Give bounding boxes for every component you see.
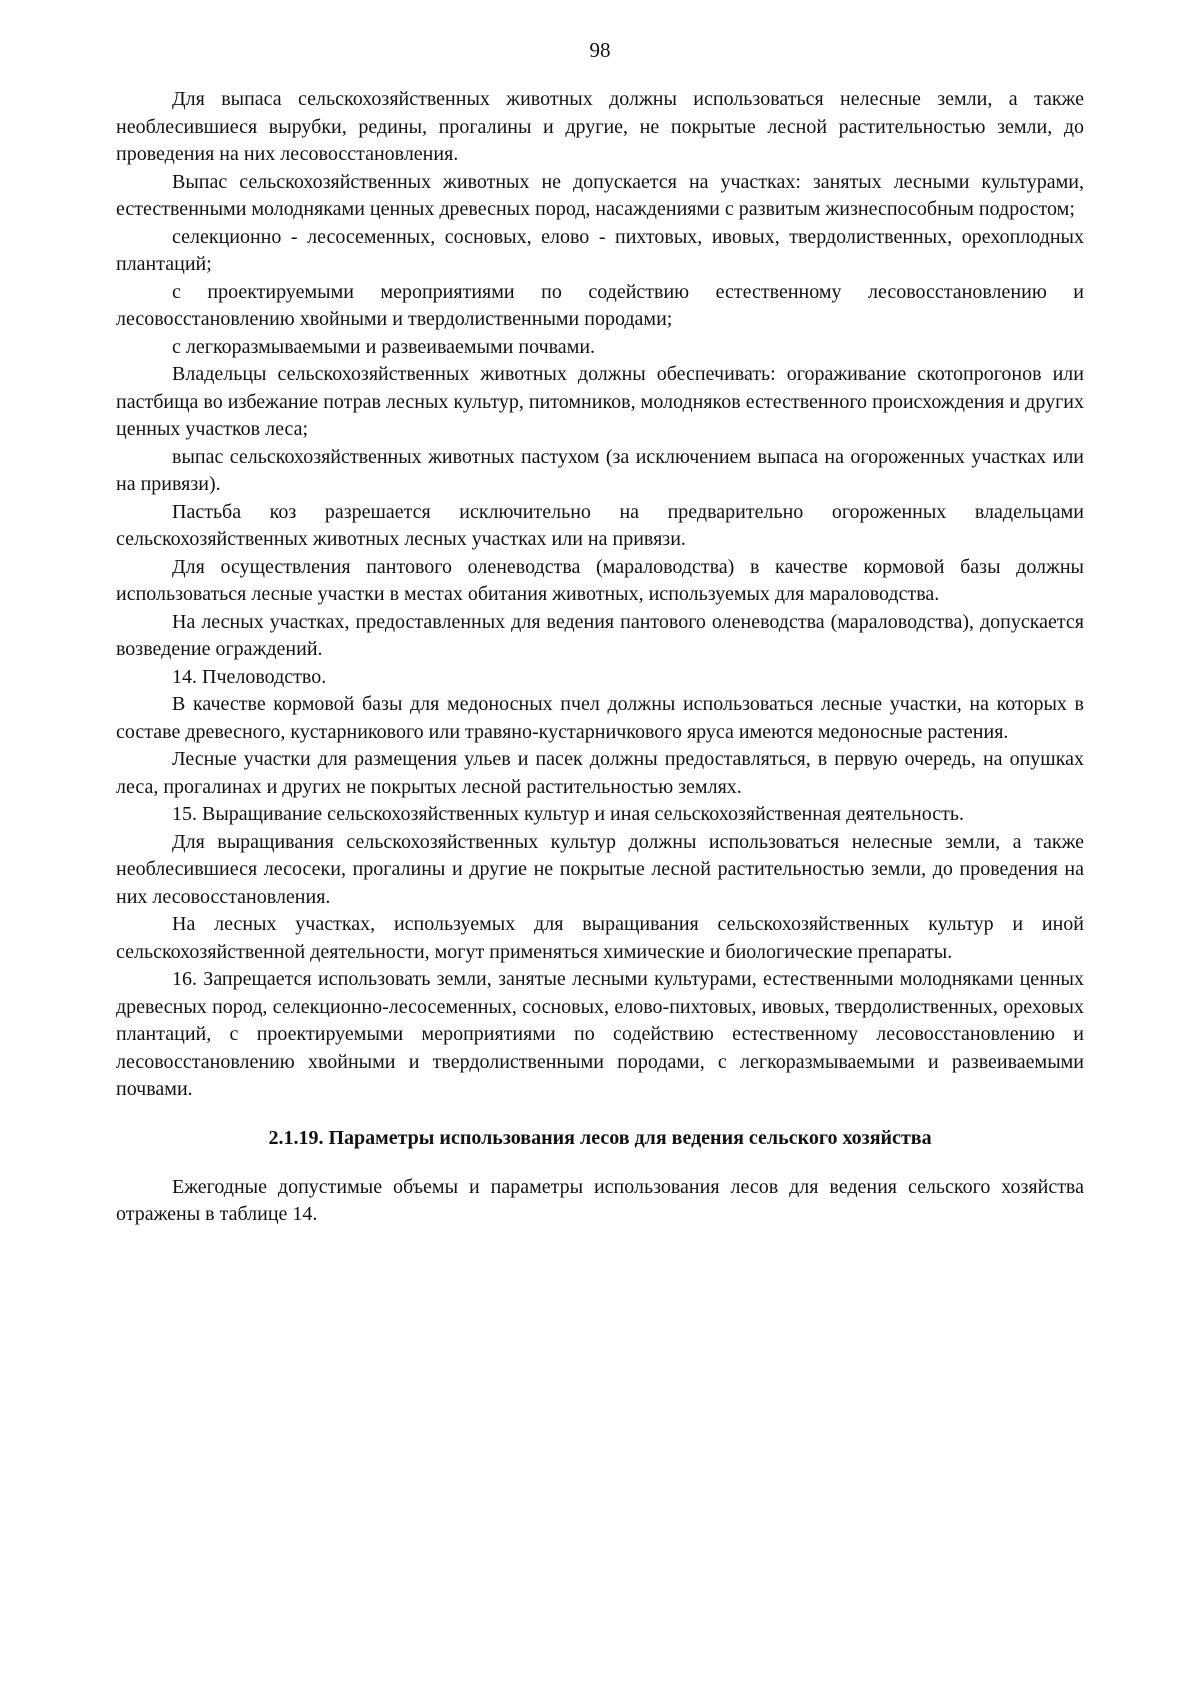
- paragraph-grazing-prohibited: Выпас сельскохозяйственных животных не допускается на участках: занятых лесными культурами, естественными молодняками ценных древесных пород, насаждениями с развитым жизнеспособным подростом;: [116, 170, 1084, 220]
- paragraph-plantations: селекционно - лесосеменных, сосновых, елово - пихтовых, ивовых, твердолиственных, орехоплодных плантаций;: [116, 225, 1084, 275]
- paragraph-owners-obligations: Владельцы сельскохозяйственных животных должны обеспечивать: огораживание скотопрогонов или пастбища во избежание потрав лесных культур, питомников, молодняков естественного происхождения и других ценных участков леса;: [116, 363, 1084, 440]
- paragraph-beekeeping-title: 14. Пчеловодство.: [172, 665, 327, 688]
- paragraph-shepherd-grazing: выпас сельскохозяйственных животных пастухом (за исключением выпаса на огороженных участках или на привязи).: [116, 445, 1084, 495]
- paragraph-annual-volumes: Ежегодные допустимые объемы и параметры использования лесов для ведения сельского хозяйства отражены в таблице 14.: [116, 1175, 1084, 1225]
- page-body: [116, 86, 1084, 1229]
- paragraph-bee-forage: В качестве кормовой базы для медоносных пчел должны использоваться лесные участки, на которых в составе древесного, кустарникового или травяно-кустарничкового яруса имеются медоносные растения.: [116, 693, 1084, 743]
- paragraph-chemicals: На лесных участках, используемых для выращивания сельскохозяйственных культур и иной сельскохозяйственной деятельности, могут применяться химические и биологические препараты.: [116, 913, 1084, 963]
- section-heading: 2.1.19. Параметры использования лесов для ведения сельского хозяйства: [268, 1126, 932, 1149]
- paragraph-prohibited-lands: 16. Запрещается использовать земли, занятые лесными культурами, естественными молодняками ценных древесных пород, селекционно-лесосеменных, сосновых, елово-пихтовых, ивовых, твердолиственных, ореховых плантаций, с проектируемыми мероприятиями по содействию естественному лесовосстановлению и лесовосстановлению хвойными и твердолиственными породами, с легкоразмываемыми и развеиваемыми почвами.: [116, 968, 1084, 1100]
- paragraph-crop-lands: Для выращивания сельскохозяйственных культур должны использоваться нелесные земли, а также необлесившиеся лесосеки, прогалины и другие не покрытые лесной растительностью земли, до проведения на них лесовосстановления.: [116, 830, 1084, 908]
- paragraph-erodible-soils: с легкоразмываемыми и развеиваемыми почвами.: [172, 335, 596, 358]
- paragraph-apiary-sites: Лесные участки для размещения ульев и пасек должны предоставляться, в первую очередь, на опушках леса, прогалинах и других не покрытых лесной растительностью землях.: [116, 748, 1084, 798]
- paragraph-reforestation-measures: с проектируемыми мероприятиями по содействию естественному лесовосстановлению и лесовосстановлению хвойными и твердолиственными породами;: [116, 280, 1084, 330]
- paragraph-deer-farming-fences: На лесных участках, предоставленных для ведения пантового оленеводства (мараловодства), допускается возведение ограждений.: [116, 610, 1084, 660]
- paragraph-crop-growing-title: 15. Выращивание сельскохозяйственных культур и иная сельскохозяйственная деятельность.: [172, 803, 964, 825]
- page-number: 98: [589, 38, 611, 62]
- paragraph-deer-farming-base: Для осуществления пантового оленеводства (мараловодства) в качестве кормовой базы должны использоваться лесные участки в местах обитания животных, используемых для мараловодства.: [116, 555, 1084, 605]
- paragraph-grazing-lands: Для выпаса сельскохозяйственных животных должны использоваться нелесные земли, а также необлесившиеся вырубки, редины, прогалины и другие, не покрытые лесной растительностью земли, до проведения на них лесовосстановления.: [116, 88, 1084, 165]
- paragraph-goat-grazing: Пастьба коз разрешается исключительно на предварительно огороженных владельцами сельскохозяйственных животных лесных участках или на привязи.: [116, 500, 1084, 550]
